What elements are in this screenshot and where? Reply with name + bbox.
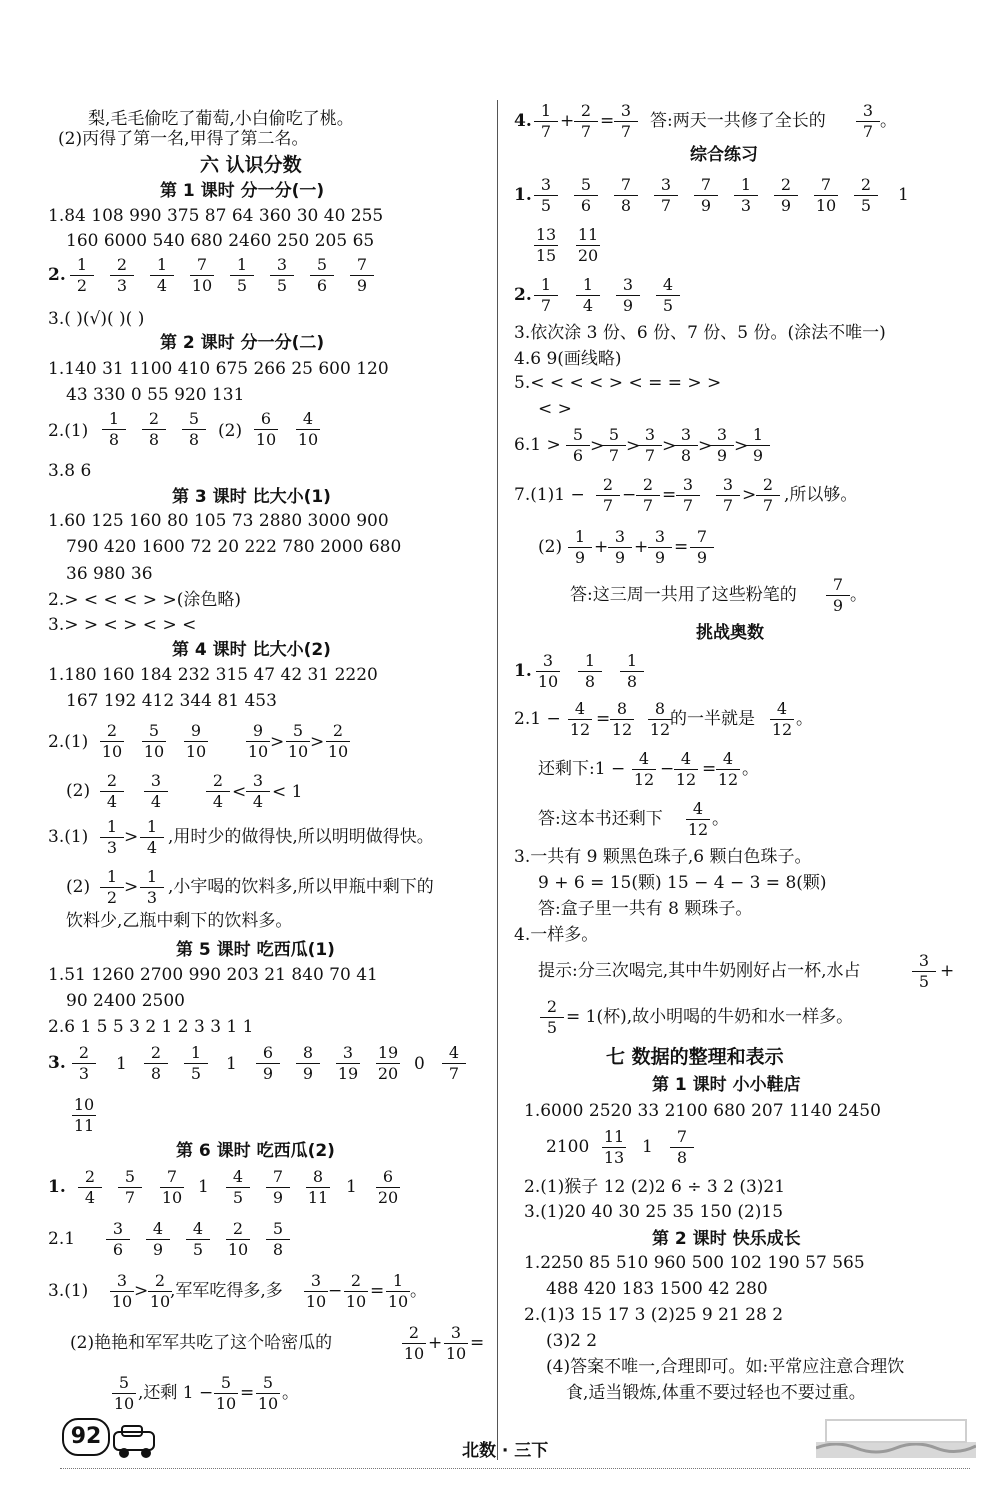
math-symbol: + [560, 111, 575, 131]
math-symbol: = [596, 709, 611, 729]
item-number: 2. [514, 285, 532, 305]
fraction: $\frac{5}{8}$ [266, 1220, 290, 1259]
fraction: $\frac{2}{5}$ [540, 998, 564, 1037]
fraction: $\frac{3}{7}$ [716, 476, 740, 515]
math-symbol: 1 [198, 1177, 209, 1197]
fraction: $\frac{10}{11}$ [73, 1095, 95, 1135]
fraction: $\frac{2}{3}$ [72, 1044, 96, 1083]
lesson-heading: 第 6 课时 吃西瓜(2) [176, 1141, 335, 1161]
answer-line: 食,适当锻炼,体重不要过轻也不要过重。 [566, 1383, 866, 1403]
fraction: $\frac{5}{10}$ [215, 1373, 237, 1413]
fraction: $\frac{5}{10}$ [143, 721, 165, 761]
fraction: $\frac{3}{9}$ [710, 426, 734, 465]
math-symbol: > [742, 485, 757, 505]
fraction: $\frac{4}{12}$ [633, 749, 655, 789]
fraction: $\frac{7}{10}$ [161, 1167, 183, 1207]
fraction: $\frac{5}{6}$ [310, 256, 334, 295]
fraction: $\frac{3}{9}$ [608, 528, 632, 567]
fraction: $\frac{9}{10}$ [247, 721, 269, 761]
fraction: $\frac{7}{9}$ [690, 528, 714, 567]
math-symbol: = [370, 1281, 385, 1301]
item-number: 2. [48, 265, 66, 285]
item-number: 1. [514, 185, 532, 205]
fraction: $\frac{3}{7}$ [638, 426, 662, 465]
answer-line: 答:这三周一共用了这些粉笔的 [570, 585, 797, 605]
fraction: $\frac{19}{20}$ [377, 1043, 399, 1083]
fraction: $\frac{2}{8}$ [142, 410, 166, 449]
fraction: $\frac{3}{10}$ [111, 1271, 133, 1311]
answer-line: 43 330 0 55 920 131 [66, 385, 245, 405]
fraction: $\frac{3}{7}$ [856, 102, 880, 141]
answer-line: ,所以够。 [784, 485, 858, 505]
answer-line: 1.84 108 990 375 87 64 360 30 40 255 [48, 206, 384, 226]
item-number: 1. [514, 661, 532, 681]
fraction: $\frac{1}{7}$ [534, 276, 558, 315]
fraction: $\frac{3}{6}$ [106, 1220, 130, 1259]
fraction: $\frac{11}{13}$ [603, 1127, 625, 1167]
fraction: $\frac{3}{4}$ [144, 772, 168, 811]
lesson-heading: 第 2 课时 分一分(二) [160, 333, 325, 353]
answer-line: 1.2250 85 510 960 500 102 190 57 565 [524, 1253, 865, 1273]
math-symbol: = [600, 111, 615, 131]
answer-line: 4.6 9(画线略) [514, 349, 622, 369]
answer-line: (2) [66, 781, 91, 801]
math-symbol: + [428, 1333, 443, 1353]
fraction: $\frac{5}{10}$ [257, 1373, 279, 1413]
fraction: $\frac{7}{9}$ [350, 256, 374, 295]
item-number: 1. [48, 1177, 66, 1197]
fraction: $\frac{1}{5}$ [184, 1044, 208, 1083]
fraction: $\frac{2}{5}$ [854, 176, 878, 215]
math-symbol: + [594, 537, 609, 557]
fraction: $\frac{6}{9}$ [256, 1044, 280, 1083]
fraction: $\frac{11}{20}$ [577, 225, 599, 265]
fraction: $\frac{5}{8}$ [182, 410, 206, 449]
fraction: $\frac{2}{4}$ [206, 772, 230, 811]
fraction: $\frac{7}{9}$ [694, 176, 718, 215]
math-symbol: = [674, 537, 689, 557]
math-symbol: > [270, 732, 285, 752]
fraction: $\frac{3}{10}$ [445, 1323, 467, 1363]
math-symbol: < 1 [272, 782, 303, 802]
fraction: $\frac{2}{9}$ [774, 176, 798, 215]
fraction: $\frac{13}{15}$ [535, 225, 557, 265]
answer-line: 2.> < < < > >(涂色略) [48, 590, 241, 610]
fraction: $\frac{1}{4}$ [150, 256, 174, 295]
fraction: $\frac{8}{12}$ [649, 699, 671, 739]
answer-line: 6.1 > [514, 435, 561, 455]
math-symbol: > [626, 436, 641, 456]
answer-line: 3.> > < > < > < [48, 615, 197, 635]
lesson-heading: 第 5 课时 吃西瓜(1) [176, 940, 335, 960]
answer-line: (2)丙得了第一名,甲得了第二名。 [58, 129, 309, 149]
footer-rule [60, 1468, 970, 1469]
answer-line: (2) [218, 421, 243, 441]
fraction: $\frac{2}{10}$ [149, 1271, 171, 1311]
answer-line: 1.6000 2520 33 2100 680 207 1140 2450 [524, 1101, 881, 1121]
fraction: $\frac{2}{10}$ [345, 1271, 367, 1311]
fraction: $\frac{2}{7}$ [756, 476, 780, 515]
fraction: $\frac{1}{10}$ [387, 1271, 409, 1311]
fraction: $\frac{8}{12}$ [611, 699, 633, 739]
fraction: $\frac{9}{10}$ [185, 721, 207, 761]
answer-line: 2100 [546, 1137, 590, 1157]
fraction: $\frac{3}{5}$ [534, 176, 558, 215]
fraction: $\frac{3}{5}$ [912, 952, 936, 991]
fraction: $\frac{3}{8}$ [674, 426, 698, 465]
answer-line: 还剩下:1 − [538, 759, 626, 779]
math-symbol: + [940, 961, 955, 981]
fraction: $\frac{2}{10}$ [227, 1219, 249, 1259]
lesson-heading: 第 1 课时 分一分(一) [160, 181, 325, 201]
fraction: $\frac{3}{9}$ [616, 276, 640, 315]
fraction: $\frac{5}{7}$ [602, 426, 626, 465]
answer-line: 1.140 31 1100 410 675 266 25 600 120 [48, 359, 389, 379]
fraction: $\frac{4}{7}$ [442, 1044, 466, 1083]
column-divider [497, 100, 498, 1460]
fraction: $\frac{8}{11}$ [307, 1167, 329, 1207]
math-symbol: = [240, 1383, 255, 1403]
fraction: $\frac{5}{7}$ [118, 1168, 142, 1207]
math-symbol: − [622, 485, 637, 505]
answer-line: 2.1 − [514, 709, 561, 729]
fraction: $\frac{4}{12}$ [771, 699, 793, 739]
fraction: $\frac{5}{6}$ [574, 176, 598, 215]
math-symbol: 1 [116, 1054, 127, 1074]
fraction: $\frac{2}{7}$ [574, 102, 598, 141]
fraction: $\frac{4}{12}$ [717, 749, 739, 789]
section-heading: 挑战奥数 [696, 623, 764, 643]
fraction: $\frac{4}{12}$ [687, 799, 709, 839]
fraction: $\frac{2}{10}$ [101, 721, 123, 761]
answer-line: 1.51 1260 2700 990 203 21 840 70 41 [48, 965, 378, 985]
math-symbol: 1 [226, 1054, 237, 1074]
fraction: $\frac{4}{5}$ [656, 276, 680, 315]
fraction: $\frac{3}{7}$ [614, 102, 638, 141]
page-number: 92 [62, 1418, 110, 1456]
answer-line: (2) [538, 537, 563, 557]
fraction: $\frac{2}{4}$ [100, 772, 124, 811]
answer-line: 答:盒子里一共有 8 颗珠子。 [538, 899, 753, 919]
math-symbol: 。 [712, 809, 729, 829]
fraction: $\frac{2}{8}$ [144, 1044, 168, 1083]
fraction: $\frac{3}{5}$ [270, 256, 294, 295]
fraction: $\frac{5}{6}$ [566, 426, 590, 465]
fraction: $\frac{1}{8}$ [578, 652, 602, 691]
answer-line: ,还剩 1 − [138, 1383, 214, 1403]
answer-line: 3.8 6 [48, 461, 92, 481]
fraction: $\frac{3}{7}$ [654, 176, 678, 215]
math-symbol: > [698, 436, 713, 456]
fraction: $\frac{3}{9}$ [648, 528, 672, 567]
fraction: $\frac{1}{9}$ [746, 426, 770, 465]
answer-line: (3)2 2 [546, 1331, 598, 1351]
fraction: $\frac{7}{10}$ [815, 175, 837, 215]
math-symbol: 。 [742, 759, 759, 779]
answer-line: 2.(1) [48, 421, 89, 441]
fraction: $\frac{3}{10}$ [305, 1271, 327, 1311]
answer-line: < > [538, 399, 572, 419]
fraction: $\frac{1}{2}$ [100, 868, 124, 907]
math-symbol: < [232, 782, 247, 802]
fraction: $\frac{1}{8}$ [620, 652, 644, 691]
fraction: $\frac{3}{4}$ [246, 772, 270, 811]
answer-line: (2)艳艳和军军共吃了这个哈密瓜的 [70, 1333, 333, 1353]
answer-line: 4.一样多。 [514, 925, 599, 945]
answer-line: 2.(1)猴子 12 (2)2 6 ÷ 3 2 (3)21 [524, 1177, 786, 1197]
answer-line: 3.一共有 9 颗黑色珠子,6 颗白色珠子。 [514, 847, 812, 867]
answer-line: (4)答案不唯一,合理即可。如:平常应注意合理饮 [546, 1357, 905, 1377]
fraction: $\frac{4}{12}$ [675, 749, 697, 789]
fraction: $\frac{7}{9}$ [266, 1168, 290, 1207]
answer-line: ,军军吃得多,多 [170, 1281, 283, 1301]
fraction: $\frac{4}{10}$ [297, 409, 319, 449]
answer-line: 36 980 36 [66, 564, 153, 584]
fraction: $\frac{5}{10}$ [113, 1373, 135, 1413]
fraction: $\frac{1}{3}$ [140, 868, 164, 907]
math-symbol: > [124, 877, 139, 897]
answer-line: 梨,毛毛偷吃了葡萄,小白偷吃了桃。 [88, 109, 354, 129]
answer-line: 9 + 6 = 15(颗) 15 − 4 − 3 = 8(颗) [538, 873, 827, 893]
answer-line: 3.(1) [48, 1281, 89, 1301]
fraction: $\frac{7}{8}$ [614, 176, 638, 215]
answer-line: 5.< < < < > < = = > > [514, 373, 722, 393]
answer-line: 790 420 1600 72 20 222 780 2000 680 [66, 537, 402, 557]
fraction: $\frac{8}{9}$ [296, 1044, 320, 1083]
fraction: $\frac{1}{8}$ [102, 410, 126, 449]
answer-line: 488 420 183 1500 42 280 [546, 1279, 768, 1299]
hint-line: 提示:分三次喝完,其中牛奶刚好占一杯,水占 [538, 961, 861, 981]
answer-line: (2) [66, 877, 91, 897]
answer-line: 167 192 412 344 81 453 [66, 691, 277, 711]
answer-line: 3.( )(√)( )( ) [48, 309, 145, 329]
fraction: $\frac{2}{4}$ [78, 1168, 102, 1207]
fraction: $\frac{6}{20}$ [377, 1167, 399, 1207]
watermark-logo [816, 1418, 976, 1462]
answer-line: 2.(1) [48, 732, 89, 752]
section-heading: 综合练习 [690, 145, 758, 165]
hint-line: = 1(杯),故小明喝的牛奶和水一样多。 [566, 1007, 854, 1027]
math-symbol: > [124, 827, 139, 847]
math-symbol: > [134, 1281, 149, 1301]
answer-line: 3.(1) [48, 827, 89, 847]
book-title: 北数 · 三下 [462, 1441, 549, 1461]
answer-line: 2.(1)3 15 17 3 (2)25 9 21 28 2 [524, 1305, 784, 1325]
fraction: $\frac{4}{5}$ [226, 1168, 250, 1207]
fraction: $\frac{1}{4}$ [140, 818, 164, 857]
math-symbol: 1 [898, 185, 909, 205]
answer-line: 答:两天一共修了全长的 [650, 111, 826, 131]
math-symbol: + [634, 537, 649, 557]
answer-line: 3.依次涂 3 份、6 份、7 份、5 份。(涂法不唯一) [514, 323, 886, 343]
fraction: $\frac{1}{7}$ [534, 102, 558, 141]
fraction: $\frac{5}{10}$ [287, 721, 309, 761]
lesson-heading: 第 2 课时 快乐成长 [652, 1229, 801, 1249]
fraction: $\frac{7}{8}$ [670, 1128, 694, 1167]
car-icon [110, 1422, 162, 1462]
answer-line: 1.60 125 160 80 105 73 2880 3000 900 [48, 511, 389, 531]
math-symbol: 0 [414, 1054, 425, 1074]
math-symbol: > [734, 436, 749, 456]
fraction: $\frac{7}{10}$ [191, 255, 213, 295]
math-symbol: 1 [642, 1137, 653, 1157]
fraction: $\frac{1}{4}$ [576, 276, 600, 315]
answer-line: 1.180 160 184 232 315 47 42 31 2220 [48, 665, 378, 685]
math-symbol: > [590, 436, 605, 456]
fraction: $\frac{2}{10}$ [327, 721, 349, 761]
lesson-heading: 第 3 课时 比大小(1) [172, 487, 331, 507]
answer-line: 饮料少,乙瓶中剩下的饮料多。 [66, 911, 293, 931]
lesson-heading: 第 4 课时 比大小(2) [172, 640, 331, 660]
fraction: $\frac{1}{3}$ [100, 818, 124, 857]
item-number: 4. [514, 111, 532, 131]
answer-line: 90 2400 2500 [66, 991, 185, 1011]
fraction: $\frac{6}{10}$ [255, 409, 277, 449]
chapter-heading: 七 数据的整理和表示 [606, 1046, 784, 1068]
math-symbol: 。 [282, 1383, 299, 1403]
math-symbol: = [662, 485, 677, 505]
fraction: $\frac{3}{19}$ [337, 1043, 359, 1083]
fraction: $\frac{1}{2}$ [70, 256, 94, 295]
fraction: $\frac{3}{7}$ [676, 476, 700, 515]
fraction: $\frac{2}{7}$ [596, 476, 620, 515]
math-symbol: = [470, 1333, 485, 1353]
answer-line: 2.1 [48, 1229, 76, 1249]
math-symbol: − [328, 1281, 343, 1301]
answer-line: ,小宇喝的饮料多,所以甲瓶中剩下的 [168, 877, 434, 897]
fraction: $\frac{2}{10}$ [403, 1323, 425, 1363]
fraction: $\frac{1}{3}$ [734, 176, 758, 215]
math-symbol: 1 [346, 1177, 357, 1197]
answer-line: 答:这本书还剩下 [538, 809, 663, 829]
fraction: $\frac{7}{9}$ [826, 576, 850, 615]
fraction: $\frac{2}{7}$ [636, 476, 660, 515]
fraction: $\frac{1}{9}$ [568, 528, 592, 567]
fraction: $\frac{4}{12}$ [569, 699, 591, 739]
answer-line: ,用时少的做得快,所以明明做得快。 [168, 827, 434, 847]
answer-line: 7.(1)1 − [514, 485, 585, 505]
math-symbol: = [702, 759, 717, 779]
math-symbol: 。 [850, 585, 867, 605]
fraction: $\frac{2}{3}$ [110, 256, 134, 295]
answer-line: 160 6000 540 680 2460 250 205 65 [66, 231, 375, 251]
answer-line: 3.(1)20 40 30 25 35 150 (2)15 [524, 1202, 784, 1222]
math-symbol: > [662, 436, 677, 456]
fraction: $\frac{3}{10}$ [537, 651, 559, 691]
math-symbol: − [660, 759, 675, 779]
fraction: $\frac{4}{5}$ [186, 1220, 210, 1259]
lesson-heading: 第 1 课时 小小鞋店 [652, 1075, 801, 1095]
fraction: $\frac{4}{9}$ [146, 1220, 170, 1259]
math-symbol: 。 [880, 111, 897, 131]
fraction: $\frac{1}{5}$ [230, 256, 254, 295]
answer-line: 的一半就是 [670, 709, 755, 729]
math-symbol: 。 [796, 709, 813, 729]
math-symbol: 。 [410, 1281, 427, 1301]
math-symbol: > [310, 732, 325, 752]
answer-line: 2.6 1 5 5 3 2 1 2 3 3 1 1 [48, 1017, 254, 1037]
item-number: 3. [48, 1053, 66, 1073]
chapter-heading: 六 认识分数 [200, 154, 302, 176]
